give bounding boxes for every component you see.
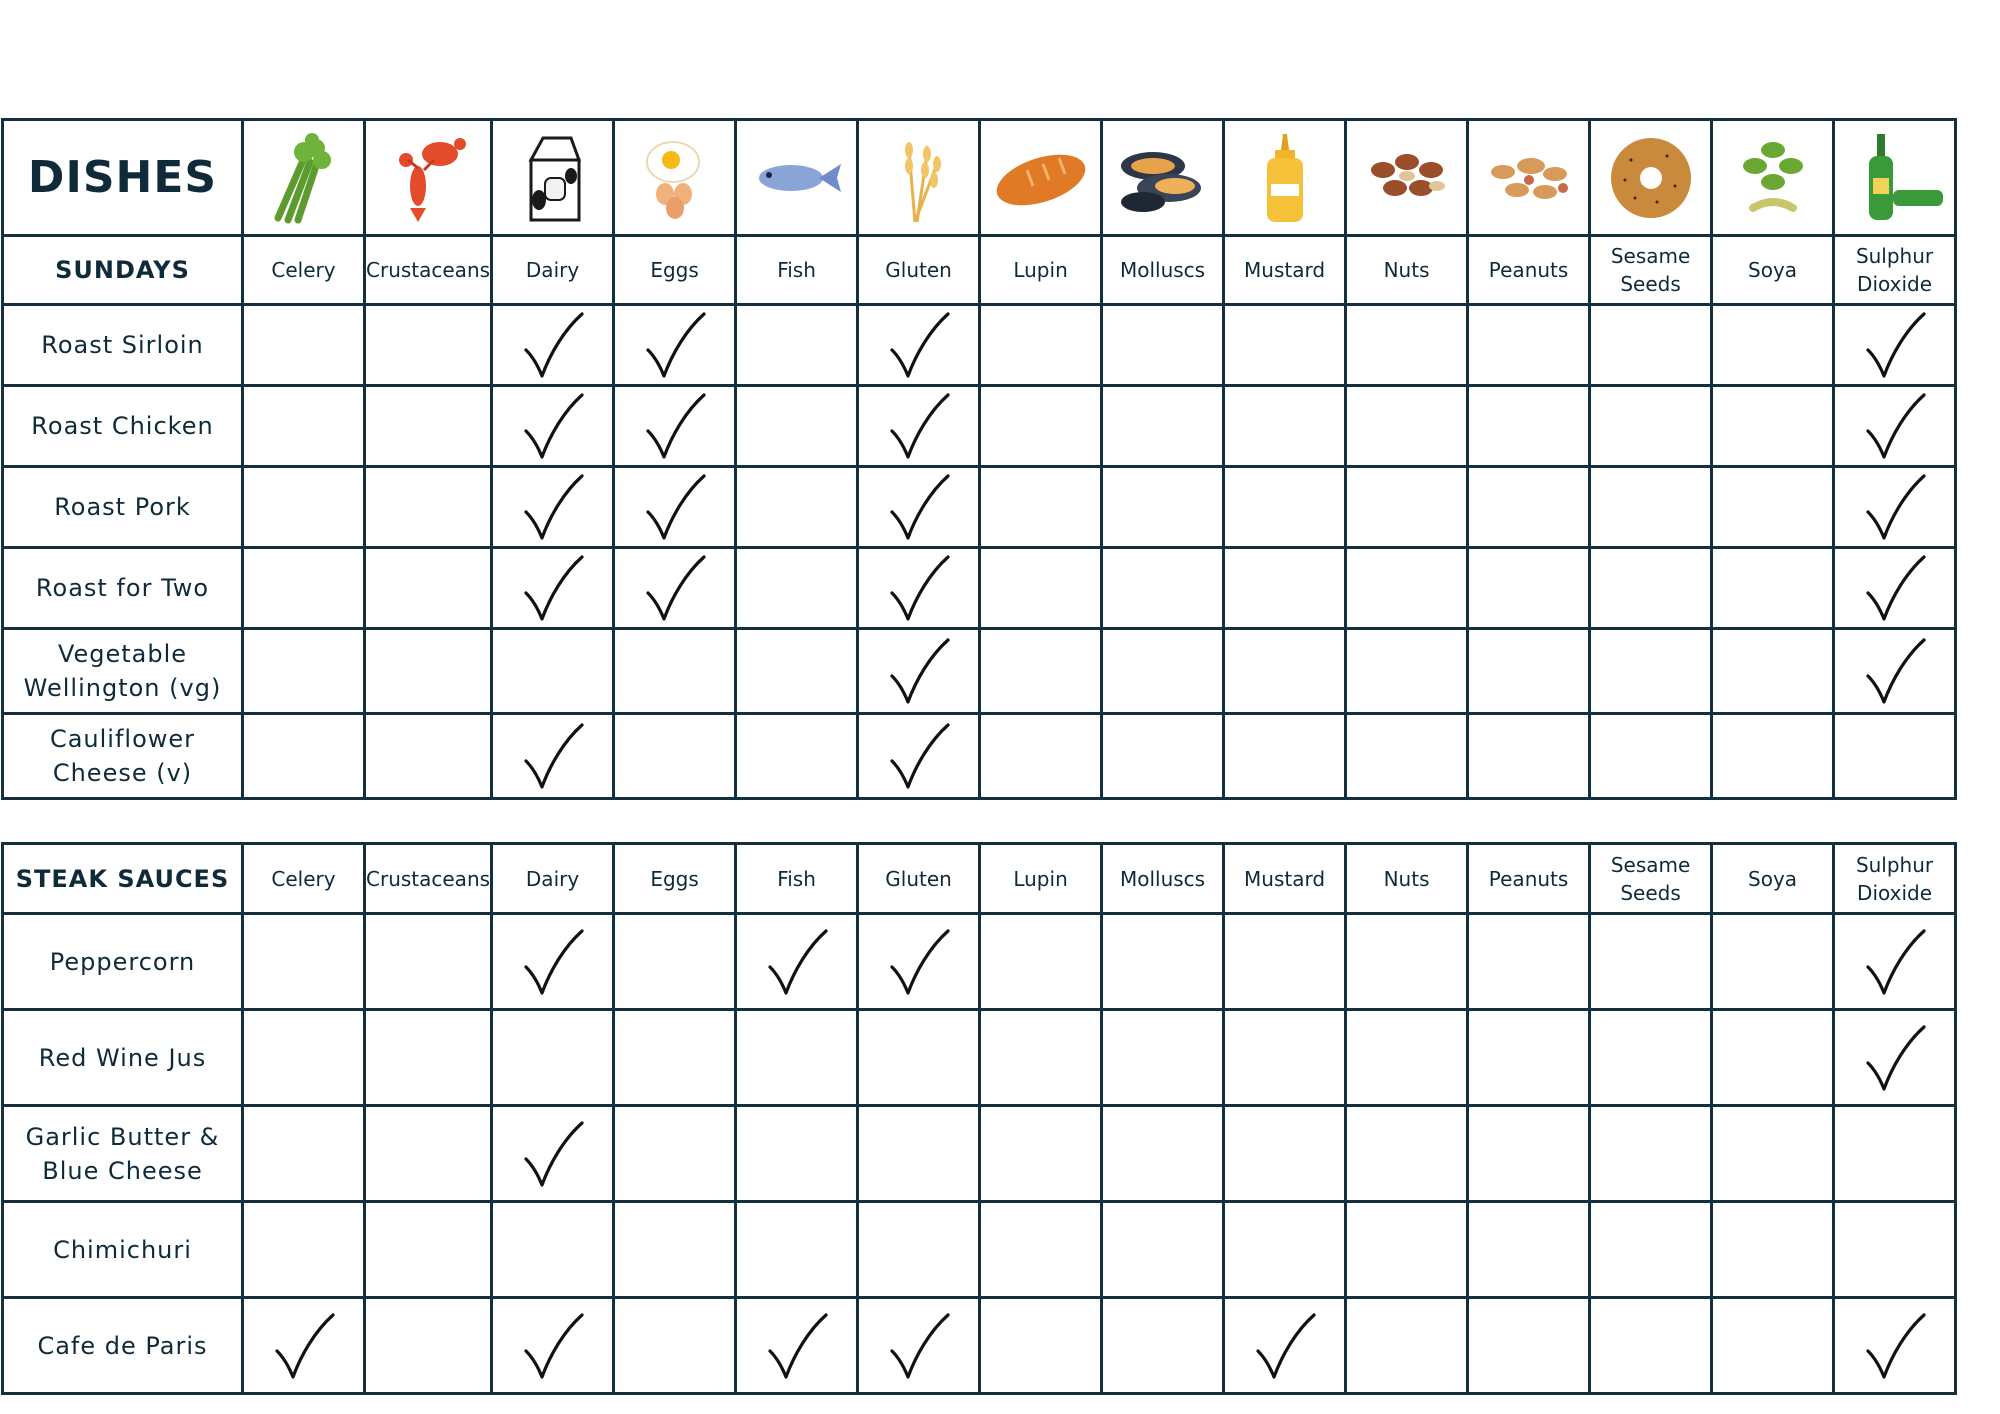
empty-cell [1590, 386, 1712, 467]
empty-cell [365, 386, 492, 467]
checkmark-icon [1834, 548, 1956, 629]
empty-cell [1224, 1202, 1346, 1298]
empty-cell [1224, 305, 1346, 386]
checkmark-icon [858, 305, 980, 386]
empty-cell [736, 714, 858, 799]
column-header: Peanuts [1468, 844, 1590, 914]
column-header: Soya [1712, 844, 1834, 914]
empty-cell [980, 714, 1102, 799]
column-header: Crustaceans [365, 236, 492, 305]
empty-cell [614, 714, 736, 799]
empty-cell [1590, 467, 1712, 548]
empty-cell [1590, 629, 1712, 714]
empty-cell [365, 1202, 492, 1298]
empty-cell [980, 305, 1102, 386]
empty-cell [492, 629, 614, 714]
checkmark-icon [736, 1298, 858, 1394]
column-header: Nuts [1346, 844, 1468, 914]
empty-cell [1468, 305, 1590, 386]
checkmark-icon [492, 548, 614, 629]
table-row [3, 467, 1956, 548]
mussel-icon [1102, 120, 1224, 236]
empty-cell [1346, 305, 1468, 386]
empty-cell [1834, 1106, 1956, 1202]
empty-cell [365, 305, 492, 386]
dish-name: Roast Pork [3, 467, 243, 548]
empty-cell [365, 914, 492, 1010]
empty-cell [614, 914, 736, 1010]
empty-cell [1102, 914, 1224, 1010]
bagel-icon [1590, 120, 1712, 236]
column-header: Peanuts [1468, 236, 1590, 305]
column-header: Crustaceans [365, 844, 492, 914]
empty-cell [1102, 1298, 1224, 1394]
column-header: Nuts [1346, 236, 1468, 305]
empty-cell [1712, 386, 1834, 467]
column-header: Gluten [858, 236, 980, 305]
checkmark-icon [492, 1298, 614, 1394]
dish-name: Peppercorn [3, 914, 243, 1010]
empty-cell [1346, 714, 1468, 799]
table-row [3, 1106, 1956, 1202]
checkmark-icon [614, 386, 736, 467]
section-title-sundays: SUNDAYS [3, 236, 243, 305]
checkmark-icon [858, 629, 980, 714]
column-header: Dairy [492, 236, 614, 305]
empty-cell [1468, 629, 1590, 714]
empty-cell [1224, 1010, 1346, 1106]
empty-cell [1590, 1010, 1712, 1106]
empty-cell [243, 1010, 365, 1106]
empty-cell [1224, 386, 1346, 467]
empty-cell [1712, 1010, 1834, 1106]
empty-cell [1712, 629, 1834, 714]
empty-cell [858, 1202, 980, 1298]
empty-cell [1346, 1010, 1468, 1106]
empty-cell [243, 629, 365, 714]
checkmark-icon [1834, 1298, 1956, 1394]
empty-cell [243, 386, 365, 467]
page-title: DISHES [27, 152, 218, 203]
dish-name: Cauliflower Cheese (v) [3, 714, 243, 799]
empty-cell [614, 1202, 736, 1298]
empty-cell [1102, 386, 1224, 467]
empty-cell [1590, 1106, 1712, 1202]
checkmark-icon [1834, 629, 1956, 714]
table-row [3, 1202, 1956, 1298]
empty-cell [1224, 914, 1346, 1010]
checkmark-icon [614, 548, 736, 629]
column-header: Celery [243, 236, 365, 305]
checkmark-icon [492, 914, 614, 1010]
empty-cell [1712, 714, 1834, 799]
empty-cell [614, 1298, 736, 1394]
checkmark-icon [1224, 1298, 1346, 1394]
sundays-header-row [3, 236, 1956, 305]
dishes-title-cell [3, 120, 243, 236]
table-row [3, 305, 1956, 386]
empty-cell [1712, 1106, 1834, 1202]
empty-cell [365, 1298, 492, 1394]
empty-cell [736, 467, 858, 548]
empty-cell [1712, 914, 1834, 1010]
empty-cell [1102, 629, 1224, 714]
empty-cell [1590, 548, 1712, 629]
empty-cell [1346, 914, 1468, 1010]
checkmark-icon [858, 548, 980, 629]
empty-cell [980, 1010, 1102, 1106]
empty-cell [243, 548, 365, 629]
empty-cell [1346, 629, 1468, 714]
checkmark-icon [492, 386, 614, 467]
empty-cell [1468, 1202, 1590, 1298]
table-row [3, 629, 1956, 714]
dish-name: Roast Chicken [3, 386, 243, 467]
beer-bottle-icon [1834, 120, 1956, 236]
empty-cell [858, 1106, 980, 1202]
mustard-bottle-icon [1224, 120, 1346, 236]
checkmark-icon [858, 914, 980, 1010]
empty-cell [1102, 548, 1224, 629]
empty-cell [243, 467, 365, 548]
milk-carton-icon [492, 120, 614, 236]
table-row [3, 386, 1956, 467]
empty-cell [1590, 305, 1712, 386]
empty-cell [980, 914, 1102, 1010]
column-header: Mustard [1224, 236, 1346, 305]
column-header: Soya [1712, 236, 1834, 305]
empty-cell [614, 1106, 736, 1202]
empty-cell [1102, 714, 1224, 799]
empty-cell [1590, 1202, 1712, 1298]
table-row [3, 1010, 1956, 1106]
empty-cell [1224, 467, 1346, 548]
empty-cell [1590, 914, 1712, 1010]
empty-cell [980, 1202, 1102, 1298]
fish-icon [736, 120, 858, 236]
dish-name: Roast for Two [3, 548, 243, 629]
empty-cell [1590, 1298, 1712, 1394]
sundays-allergen-table [1, 118, 1957, 800]
table-row [3, 1298, 1956, 1394]
column-header: Dairy [492, 844, 614, 914]
empty-cell [1224, 1106, 1346, 1202]
soy-plant-icon [1712, 120, 1834, 236]
column-header: Sulphur Dioxide [1834, 236, 1956, 305]
empty-cell [243, 714, 365, 799]
checkmark-icon [492, 467, 614, 548]
peanuts-icon [1468, 120, 1590, 236]
dish-name: Cafe de Paris [3, 1298, 243, 1394]
empty-cell [1102, 305, 1224, 386]
empty-cell [980, 386, 1102, 467]
empty-cell [243, 914, 365, 1010]
steak-sauces-allergen-table [1, 842, 1957, 1395]
empty-cell [736, 1010, 858, 1106]
empty-cell [980, 467, 1102, 548]
empty-cell [1346, 386, 1468, 467]
dish-name: Garlic Butter & Blue Cheese [3, 1106, 243, 1202]
empty-cell [1712, 548, 1834, 629]
empty-cell [243, 1106, 365, 1202]
empty-cell [1102, 1106, 1224, 1202]
checkmark-icon [736, 914, 858, 1010]
empty-cell [614, 629, 736, 714]
column-header: Sesame Seeds [1590, 844, 1712, 914]
empty-cell [736, 629, 858, 714]
empty-cell [736, 386, 858, 467]
wheat-icon [858, 120, 980, 236]
checkmark-icon [1834, 914, 1956, 1010]
column-header: Sulphur Dioxide [1834, 844, 1956, 914]
checkmark-icon [858, 467, 980, 548]
empty-cell [1346, 467, 1468, 548]
empty-cell [1712, 1202, 1834, 1298]
checkmark-icon [243, 1298, 365, 1394]
empty-cell [980, 629, 1102, 714]
column-header: Molluscs [1102, 236, 1224, 305]
empty-cell [1712, 305, 1834, 386]
empty-cell [736, 305, 858, 386]
checkmark-icon [1834, 1010, 1956, 1106]
checkmark-icon [1834, 467, 1956, 548]
empty-cell [365, 629, 492, 714]
empty-cell [492, 1202, 614, 1298]
checkmark-icon [614, 467, 736, 548]
steak-sauces-header-row [3, 844, 1956, 914]
empty-cell [1102, 1010, 1224, 1106]
empty-cell [1102, 1202, 1224, 1298]
column-header: Molluscs [1102, 844, 1224, 914]
empty-cell [1346, 1298, 1468, 1394]
empty-cell [1468, 467, 1590, 548]
nuts-icon [1346, 120, 1468, 236]
column-header: Fish [736, 236, 858, 305]
table-row [3, 548, 1956, 629]
empty-cell [736, 548, 858, 629]
column-header: Sesame Seeds [1590, 236, 1712, 305]
bread-icon [980, 120, 1102, 236]
empty-cell [1712, 467, 1834, 548]
column-header: Lupin [980, 844, 1102, 914]
empty-cell [492, 1010, 614, 1106]
empty-cell [243, 1202, 365, 1298]
empty-cell [365, 548, 492, 629]
column-header: Mustard [1224, 844, 1346, 914]
empty-cell [1468, 1106, 1590, 1202]
column-header: Lupin [980, 236, 1102, 305]
dish-name: Chimichuri [3, 1202, 243, 1298]
empty-cell [1590, 714, 1712, 799]
checkmark-icon [492, 1106, 614, 1202]
checkmark-icon [614, 305, 736, 386]
checkmark-icon [858, 1298, 980, 1394]
column-header: Celery [243, 844, 365, 914]
empty-cell [1468, 548, 1590, 629]
empty-cell [1346, 1106, 1468, 1202]
dish-name: Red Wine Jus [3, 1010, 243, 1106]
empty-cell [980, 1298, 1102, 1394]
empty-cell [1224, 629, 1346, 714]
section-title-steak-sauces: STEAK SAUCES [3, 844, 243, 914]
empty-cell [1468, 914, 1590, 1010]
icon-row [3, 120, 1956, 236]
checkmark-icon [492, 714, 614, 799]
empty-cell [1712, 1298, 1834, 1394]
egg-icon [614, 120, 736, 236]
dish-name: Roast Sirloin [3, 305, 243, 386]
empty-cell [980, 548, 1102, 629]
empty-cell [243, 305, 365, 386]
column-header: Fish [736, 844, 858, 914]
checkmark-icon [858, 386, 980, 467]
empty-cell [1468, 1298, 1590, 1394]
crustacean-icon [365, 120, 492, 236]
table-row [3, 914, 1956, 1010]
empty-cell [365, 1106, 492, 1202]
column-header: Gluten [858, 844, 980, 914]
table-row [3, 714, 1956, 799]
empty-cell [1102, 467, 1224, 548]
empty-cell [1346, 548, 1468, 629]
empty-cell [365, 467, 492, 548]
empty-cell [1834, 714, 1956, 799]
empty-cell [365, 1010, 492, 1106]
checkmark-icon [1834, 386, 1956, 467]
checkmark-icon [492, 305, 614, 386]
empty-cell [736, 1202, 858, 1298]
empty-cell [365, 714, 492, 799]
empty-cell [1224, 714, 1346, 799]
empty-cell [1468, 714, 1590, 799]
empty-cell [1468, 386, 1590, 467]
dish-name: Vegetable Wellington (vg) [3, 629, 243, 714]
empty-cell [1468, 1010, 1590, 1106]
column-header: Eggs [614, 236, 736, 305]
empty-cell [736, 1106, 858, 1202]
empty-cell [858, 1010, 980, 1106]
empty-cell [614, 1010, 736, 1106]
checkmark-icon [858, 714, 980, 799]
checkmark-icon [1834, 305, 1956, 386]
empty-cell [980, 1106, 1102, 1202]
column-header: Eggs [614, 844, 736, 914]
celery-icon [243, 120, 365, 236]
empty-cell [1224, 548, 1346, 629]
empty-cell [1834, 1202, 1956, 1298]
empty-cell [1346, 1202, 1468, 1298]
